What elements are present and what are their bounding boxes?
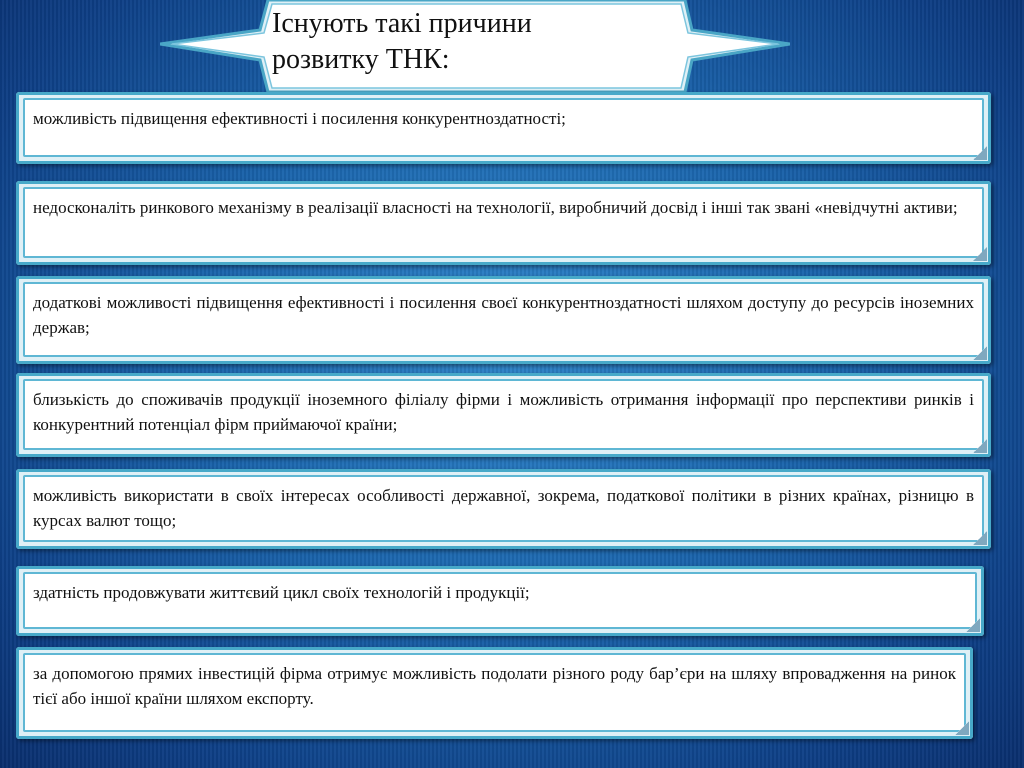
slide-title [272,6,672,78]
reason-text-2: недосконаліть ринкового механізму в реалізації власності на технології, виробничий досвід і інші так звані «невідчутні активи; [23,187,984,258]
title-banner [160,0,790,92]
reason-text-6: здатність продовжувати життєвий цикл своїх технологій і продукції; [23,572,977,629]
reason-card-4 [16,373,991,457]
reason-card-1 [16,92,991,164]
reason-card-2 [16,181,991,265]
title-line-2: розвитку ТНК: [272,44,450,75]
reason-card-3 [16,276,991,364]
reason-text-5: можливість використати в своїх інтересах особливості державної, зокрема, податкової політики в різних країнах, різницю в курсах валют тощо; [23,475,984,542]
reason-card-7 [16,647,973,739]
reason-text-7: за допомогою прямих інвестицій фірма отримує можливість подолати різного роду бар’єри на шляху впровадження на ринок тієї або іншої країни шляхом експорту. [23,653,966,732]
reason-text-4: близькість до споживачів продукції іноземного філіалу фірми і можливість отримання інформації про перспективи ринків і конкурентний потенціал фірм приймаючої країни; [23,379,984,450]
title-line-1: Існують такі причини [272,8,532,39]
reason-card-5 [16,469,991,549]
reason-text-1: можливість підвищення ефективності і посилення конкурентноздатності; [23,98,984,157]
reason-text-3: додаткові можливості підвищення ефективності і посилення своєї конкурентноздатності шляхом доступу до ресурсів іноземних держав; [23,282,984,357]
reason-card-6 [16,566,984,636]
